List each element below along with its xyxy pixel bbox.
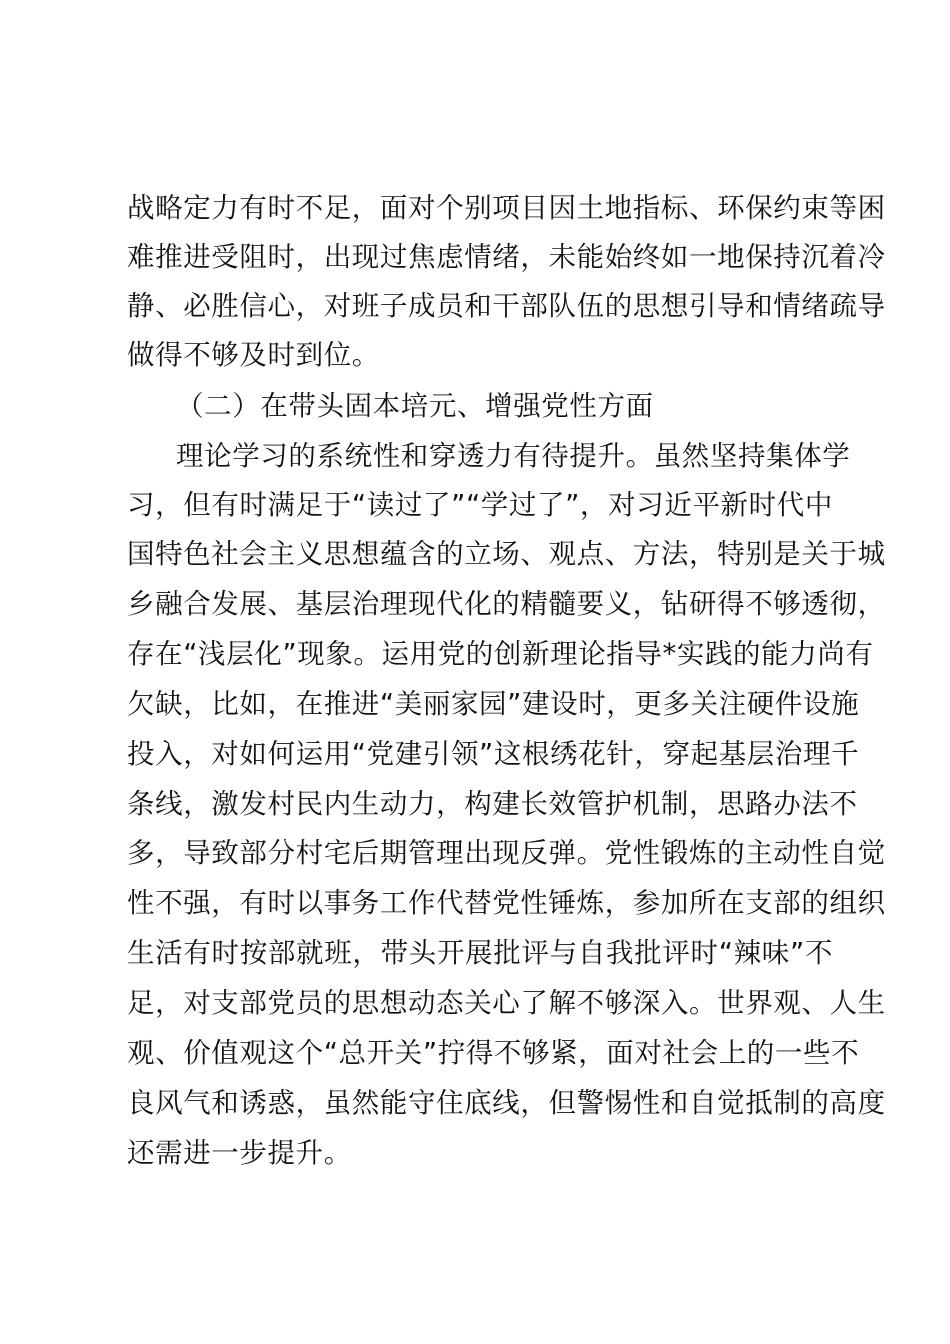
paragraph-line: 性不强，有时以事务工作代替党性锤炼，参加所在支部的组织 [127, 887, 886, 919]
paragraph-line: 投入，对如何运用“党建引领”这根绣花针，穿起基层治理千 [127, 738, 860, 770]
paragraph-line: 难推进受阻时，出现过焦虑情绪，未能始终如一地保持沉着冷 [127, 241, 886, 273]
paragraph-line: 还需进一步提升。 [127, 1137, 352, 1169]
paragraph-line: 乡融合发展、基层治理现代化的精髓要义，钻研得不够透彻， [127, 588, 886, 620]
paragraph-line: 多，导致部分村宅后期管理出现反弹。党性锻炼的主动性自觉 [127, 837, 886, 869]
paragraph-line: 生活有时按部就班，带头开展批评与自我批评时“辣味”不 [127, 937, 833, 969]
paragraph-line: 理论学习的系统性和穿透力有待提升。虽然坚持集体学 [176, 440, 851, 472]
paragraph-line: 足，对支部党员的思想动态关心了解不够深入。世界观、人生 [127, 987, 886, 1019]
paragraph-line: 观、价值观这个“总开关”拧得不够紧，面对社会上的一些不 [127, 1037, 860, 1069]
paragraph-line: 做得不够及时到位。 [127, 339, 380, 371]
paragraph-line: 良风气和诱惑，虽然能守住底线，但警惕性和自觉抵制的高度 [127, 1087, 886, 1119]
paragraph-line: 存在“浅层化”现象。运用党的创新理论指导*实践的能力尚有 [127, 638, 874, 670]
paragraph-line: 战略定力有时不足，面对个别项目因土地指标、环保约束等困 [127, 192, 886, 224]
paragraph-line: 静、必胜信心，对班子成员和干部队伍的思想引导和情绪疏导 [127, 290, 886, 322]
paragraph-line: 条线，激发村民内生动力，构建长效管护机制，思路办法不 [127, 788, 858, 820]
paragraph-line: 习，但有时满足于“读过了”“学过了”，对习近平新时代中 [127, 489, 833, 521]
paragraph-line: 国特色社会主义思想蕴含的立场、观点、方法，特别是关于城 [127, 538, 886, 570]
paragraph-line: 欠缺，比如，在推进“美丽家园”建设时，更多关注硬件设施 [127, 688, 860, 720]
section-heading: （二）在带头固本培元、增强党性方面 [176, 390, 654, 422]
